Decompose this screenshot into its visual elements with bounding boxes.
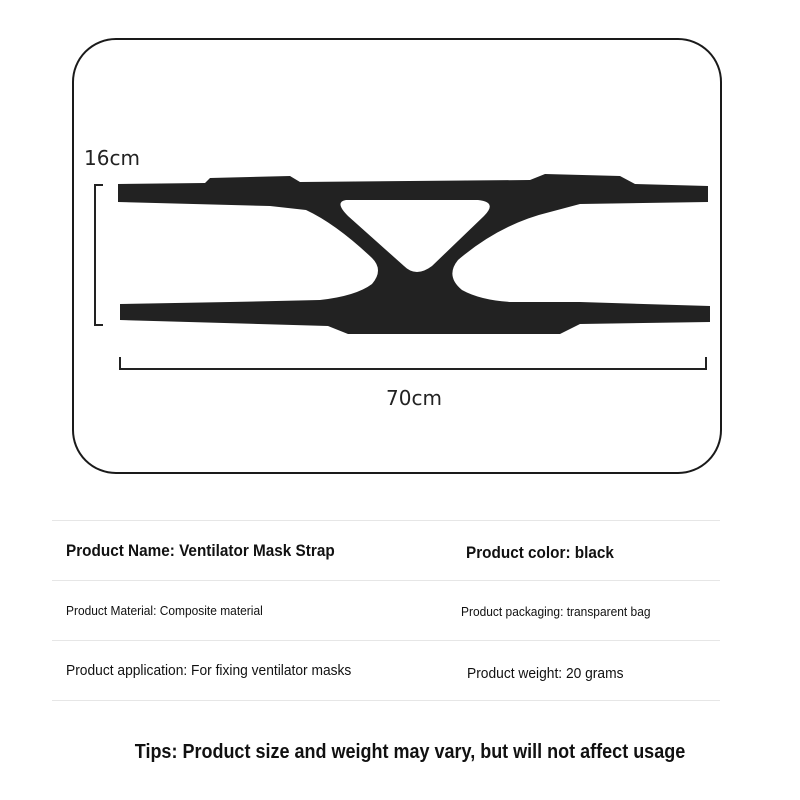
width-dimension-bracket xyxy=(119,357,707,370)
strap-shape xyxy=(118,174,710,334)
spec-product-material: Product Material: Composite material xyxy=(66,603,263,618)
spec-product-application: Product application: For fixing ventilator masks xyxy=(66,662,352,679)
table-divider xyxy=(52,520,720,521)
spec-product-weight: Product weight: 20 grams xyxy=(467,665,624,682)
spec-product-packaging: Product packaging: transparent bag xyxy=(461,604,651,619)
spec-product-name: Product Name: Ventilator Mask Strap xyxy=(66,541,335,560)
tips-note: Tips: Product size and weight may vary, but will not affect usage xyxy=(134,741,686,763)
width-dimension-label: 70cm xyxy=(386,386,442,410)
mask-strap-image xyxy=(110,168,720,338)
height-dimension-bracket xyxy=(94,184,103,326)
table-divider xyxy=(52,640,720,641)
spec-product-color: Product color: black xyxy=(466,543,614,562)
table-divider xyxy=(52,700,720,701)
height-dimension-label: 16cm xyxy=(84,146,140,170)
table-divider xyxy=(52,580,720,581)
